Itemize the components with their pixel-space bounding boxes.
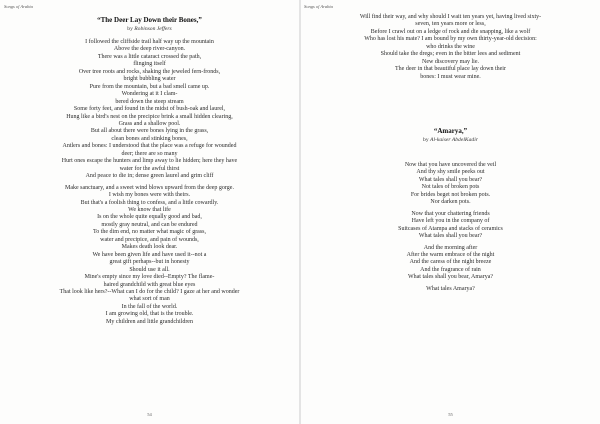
right-poem [301, 127, 600, 293]
running-head-left: Songs of Arabia [4, 4, 33, 9]
poem-line: Hurt ones escape the hunters and limp away to lie hidden; here they have [61, 158, 238, 165]
poem-line: bered down the steep stream [115, 98, 184, 105]
poem-line: Hung like a bird's nest on the precipice brink a small hidden clearing, [66, 113, 233, 120]
poem-line: But that's a foolish thing to confess, and a little cowardly. [80, 199, 219, 206]
stanza [301, 245, 600, 282]
poem-author: Robinson Jeffers [134, 26, 172, 32]
poem-line: seven, ten years more or less, [415, 21, 486, 28]
left-poem [0, 16, 299, 326]
byline-prefix: by [423, 137, 429, 143]
right-continuation [301, 14, 600, 81]
poem-line: Suitcases of Atampa and stacks of ceramics [398, 225, 503, 232]
poem-line: Some forty feet, and found in the midst of bush-oak and laurel, [73, 106, 226, 113]
poem-line: Should use it all. [129, 266, 170, 273]
stanza [301, 14, 600, 81]
poem-line: The deer in that beautiful place lay down their [395, 66, 506, 73]
poem-line: haired grandchild with great blue eyes [103, 281, 196, 288]
poem-line: I wish my bones were with theirs. [108, 192, 191, 199]
poem-line: Makes death look dear. [121, 244, 178, 251]
poem-title: “The Deer Lay Down their Bones,” [97, 16, 202, 24]
poem-line: Nor darken pots. [430, 199, 471, 206]
poem-line: What tales Amarya? [426, 285, 475, 292]
poem-line: flinging itself [133, 61, 166, 68]
stanza [301, 286, 600, 293]
poem-line: Mine's empty since my love died--Empty? The flame- [84, 274, 215, 281]
left-page [0, 0, 299, 424]
running-head-right: Songs of Arabia [304, 4, 333, 9]
poem-line: Grass and a shallow pool. [118, 120, 181, 127]
poem-byline [0, 25, 299, 33]
poem-byline [301, 136, 600, 144]
poem-line: mostly gray neutral, and can be endured [101, 221, 198, 228]
poem-line: water and precipice, and pain of wounds, [100, 236, 199, 243]
poem-line: water for the awful thirst [119, 165, 180, 172]
poem-line: New discovery may lie. [422, 58, 479, 65]
poem-line: Over tree roots and rocks, shaking the jeweled fern-fronds, [78, 68, 221, 75]
poem-line: Now that you have uncovered the veil [404, 162, 497, 168]
poem-line: And peace to die in; dense green laurel and grim cliff [85, 173, 214, 180]
poem-line: After the warm embrace of the night [406, 251, 495, 258]
poem-line: I followed the cliffside trail half way up the mountain [85, 39, 214, 45]
poem-line: Pure from the mountain, but a bad smell came up. [89, 83, 210, 90]
poem-line: But all about there were bones lying in the grass, [90, 128, 209, 135]
poem-line: great gift perhaps--but in honesty [109, 259, 190, 266]
poem-line: And the morning after [423, 244, 478, 251]
poem-line: Is on the whole quite equally good and bad, [97, 214, 202, 221]
stanza [0, 185, 299, 327]
poem-line: bones: I must wear mine. [420, 73, 481, 80]
poem-line: Antlers and bones: I understood that the place was a refuge for wounded [62, 143, 237, 150]
poem-line: And the fragrance of rain [420, 266, 481, 273]
poem-line: bright bubbling water [123, 76, 176, 83]
poem-line: who drinks the wine [426, 43, 475, 50]
poem-line: In the fall of the world. [121, 303, 178, 310]
poem-line: For brides beget not broken pots. [410, 191, 491, 198]
stanza [0, 39, 299, 181]
poem-line: There was a little cataract crossed the path, [97, 53, 202, 60]
poem-line: To the dim end, no matter what magic of grass, [92, 229, 207, 236]
right-page [301, 0, 600, 424]
poem-line: what sort of man [129, 296, 170, 303]
poem-line: deer; there are so many [121, 150, 178, 157]
poem-line: Who has lost his mate? I am bound by my own thirty-year-old decision: [364, 36, 537, 43]
stanza [301, 211, 600, 241]
page-number: 54 [147, 412, 152, 417]
page-number: 55 [448, 412, 453, 417]
poem-line: We have been given life and have used it--not a [92, 251, 207, 258]
poem-line: Above the deep river-canyon. [113, 46, 186, 53]
stanza [301, 162, 600, 207]
poem-line: Not tales of broken pots [421, 184, 480, 191]
poem-line: My children and little grandchildren [106, 318, 193, 325]
poem-line: Now that your chattering friends [411, 210, 490, 217]
poem-line: Have left you in the company of [411, 218, 490, 225]
poem-line: What tales shall you bear? [418, 176, 483, 183]
poem-line: That look like hers?--What can I do for the child? I gaze at her and wonder [59, 288, 240, 295]
poem-line: And the caress of the night breeze [409, 259, 492, 266]
poem-line: Make sanctuary, and a sweet wind blows upward from the deep gorge. [65, 184, 234, 191]
poem-line: And thy shy smile peeks out [416, 169, 485, 176]
poem-line: clean bones and stinking bones, [111, 135, 188, 142]
byline-prefix: by [127, 26, 133, 32]
poem-line: Should take the dregs; even in the bitter lees and sediment [380, 51, 521, 58]
poem-author: Al-kaiser AbdelKadir [430, 137, 478, 143]
poem-line: Wondering at it I clam- [121, 91, 178, 98]
poem-line: I am growing old, that is the trouble. [105, 311, 194, 318]
poem-line: What tales shall you bear, Amarya? [407, 274, 494, 281]
poem-title: “Amarya,” [433, 127, 468, 135]
poem-line: Will find their way, and why should I wait ten years yet, having lived sixty- [359, 14, 542, 20]
poem-line: We know that life [128, 206, 171, 213]
poem-line: Before I crawl out on a ledge of rock and die snapping, like a wolf [370, 28, 531, 35]
poem-line: What tales shall you bear? [418, 233, 483, 240]
